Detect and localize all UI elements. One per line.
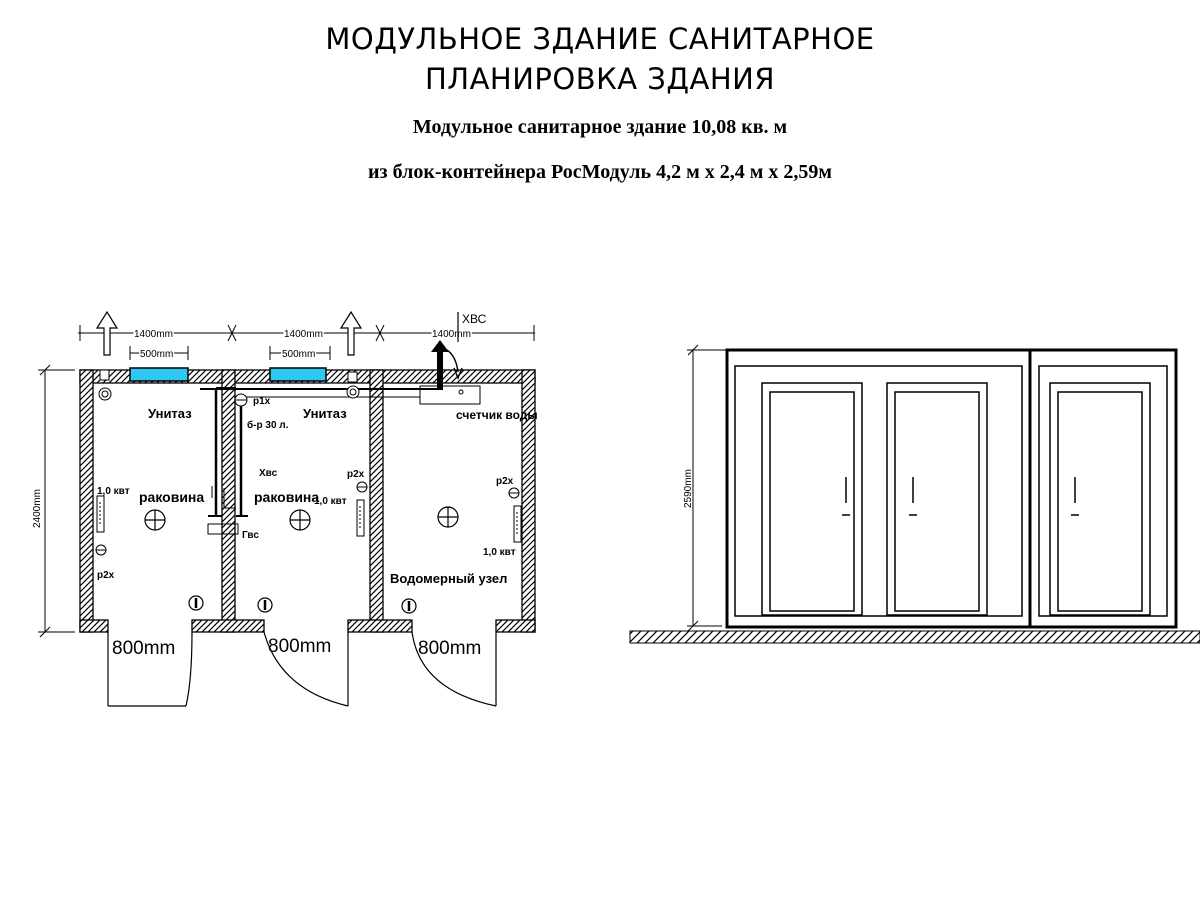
- dim-door-3: 800mm: [418, 638, 482, 659]
- toilet-icon: [99, 370, 111, 400]
- socket-icon: [357, 482, 367, 492]
- socket-icon: [509, 488, 519, 498]
- dim-room-2: 1400mm: [284, 329, 323, 340]
- label-water-meter: счетчик воды: [456, 408, 538, 422]
- floor-plan: [32, 312, 538, 706]
- dim-door-2: 800mm: [268, 636, 332, 657]
- dim-window-2: 500mm: [282, 349, 316, 360]
- subtitle-line-1: Модульное санитарное здание 10,08 кв. м: [412, 116, 788, 138]
- floor-drain-icon: [438, 507, 458, 527]
- label-socket-1: р2х: [97, 570, 115, 581]
- socket-icon: [96, 545, 106, 555]
- label-meter-room: Водомерный узел: [390, 571, 508, 586]
- water-heater: [235, 394, 247, 406]
- floor-drain-icon: [145, 510, 165, 530]
- radiator-icon: [357, 500, 364, 536]
- dim-elevation-height: 2590mm: [683, 469, 694, 508]
- switch-icon: [402, 599, 416, 613]
- label-hot-water: Гвс: [242, 530, 259, 541]
- label-sink-1: раковина: [139, 489, 205, 505]
- label-toilet-1: Унитаз: [148, 406, 192, 421]
- switch-icon: [189, 596, 203, 610]
- label-socket-2: р2х: [347, 469, 365, 480]
- label-sink-2: раковина: [254, 489, 320, 505]
- radiator-icon: [97, 496, 104, 532]
- ground: [630, 631, 1200, 643]
- window-1: [130, 368, 188, 381]
- window-2: [270, 368, 326, 381]
- label-socket-3: р2х: [496, 476, 514, 487]
- label-toilet-2: Унитаз: [303, 406, 347, 421]
- label-heater-power-1: 1,0 квт: [97, 486, 130, 497]
- switch-icon: [258, 598, 272, 612]
- toilet-icon: [347, 372, 359, 398]
- dim-height: 2400mm: [32, 489, 43, 528]
- height-dimension-line: [38, 365, 75, 637]
- label-heater-power-2: 1,0 квт: [314, 496, 347, 507]
- dim-room-3: 1400mm: [432, 329, 471, 340]
- radiator-icon: [514, 506, 521, 542]
- subtitle-line-2: из блок-контейнера РосМодуль 4,2 м х 2,4 м х 2,59м: [368, 161, 832, 183]
- page-title-line-2: ПЛАНИРОВКА ЗДАНИЯ: [424, 62, 776, 96]
- dim-room-1: 1400mm: [134, 329, 173, 340]
- dim-window-1: 500mm: [140, 349, 174, 360]
- dim-door-1: 800mm: [112, 638, 176, 659]
- label-heater-socket: р1х: [253, 396, 271, 407]
- label-heater: б-р 30 л.: [247, 420, 289, 431]
- front-elevation: [630, 345, 1200, 643]
- label-xvs-top: ХВС: [462, 312, 487, 326]
- floor-drain-icon: [290, 510, 310, 530]
- page-title-line-1: МОДУЛЬНОЕ ЗДАНИЕ САНИТАРНОЕ: [325, 22, 875, 56]
- label-heater-power-3: 1,0 квт: [483, 547, 516, 558]
- label-cold-water: Хвс: [259, 468, 278, 479]
